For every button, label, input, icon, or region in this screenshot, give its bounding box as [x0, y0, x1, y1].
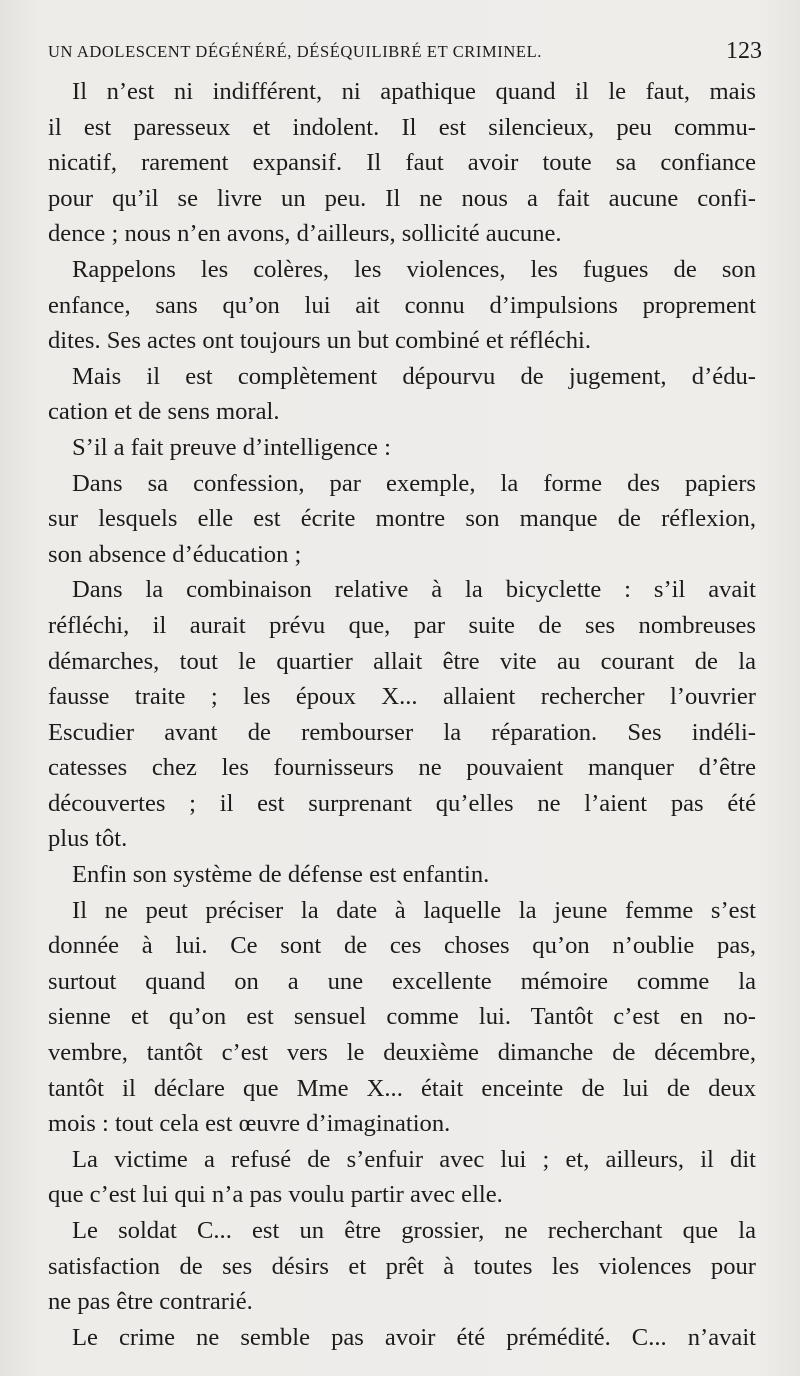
text-line: Dans la combinaison relative à la bicyclette : s’il avait — [72, 576, 756, 604]
text-line: dites. Ses actes ont toujours un but combiné et réfléchi. — [48, 327, 591, 355]
text-line: Mais il est complètement dépourvu de jugement, d’édu- — [72, 362, 756, 390]
text-line: nicatif, rarement expansif. Il faut avoir toute sa confiance — [48, 149, 756, 177]
text-line: fausse traite ; les époux X... allaient rechercher l’ouvrier — [48, 683, 756, 711]
text-line: dence ; nous n’en avons, d’ailleurs, sollicité aucune. — [48, 220, 562, 248]
text-line: Escudier avant de rembourser la réparation. Ses indéli- — [48, 718, 756, 746]
text-line: réfléchi, il aurait prévu que, par suite de ses nombreuses — [48, 611, 756, 639]
text-line: sur lesquels elle est écrite montre son manque de réflexion, — [48, 505, 756, 533]
text-line: il est paresseux et indolent. Il est silencieux, peu commu- — [48, 113, 756, 141]
text-line: donnée à lui. Ce sont de ces choses qu’on n’oublie pas, — [48, 932, 756, 960]
text-line: sienne et qu’on est sensuel comme lui. Tantôt c’est en no- — [48, 1003, 756, 1031]
text-line: tantôt il déclare que Mme X... était enceinte de lui de deux — [48, 1074, 756, 1102]
text-line: cation et de sens moral. — [48, 398, 280, 426]
text-line: La victime a refusé de s’enfuir avec lui ; et, ailleurs, il dit — [72, 1145, 756, 1173]
text-line: Rappelons les colères, les violences, les fugues de son — [72, 255, 756, 283]
text-line: pour qu’il se livre un peu. Il ne nous a fait aucune confi- — [48, 184, 756, 212]
text-line: S’il a fait preuve d’intelligence : — [72, 433, 391, 461]
text-line: découvertes ; il est surprenant qu’elles ne l’aient pas été — [48, 789, 756, 817]
text-line: que c’est lui qui n’a pas voulu partir avec elle. — [48, 1181, 503, 1209]
text-line: satisfaction de ses désirs et prêt à toutes les violences pour — [48, 1252, 756, 1280]
text-line: mois : tout cela est œuvre d’imagination. — [48, 1110, 451, 1138]
text-line: Dans sa confession, par exemple, la forme des papiers — [72, 469, 756, 497]
page-number: 123 — [726, 38, 762, 64]
text-line: son absence d’éducation ; — [48, 540, 302, 568]
text-line: Le crime ne semble pas avoir été prémédité. C... n’avait — [72, 1323, 756, 1351]
text-line: Il n’est ni indifférent, ni apathique quand il le faut, mais — [72, 78, 756, 105]
text-line: ne pas être contrarié. — [48, 1288, 253, 1316]
text-line: surtout quand on a une excellente mémoire comme la — [48, 967, 756, 995]
text-line: catesses chez les fournisseurs ne pouvaient manquer d’être — [48, 754, 756, 782]
body-text — [48, 74, 756, 1355]
text-line: Enfin son système de défense est enfantin. — [72, 861, 490, 889]
text-line: Il ne peut préciser la date à laquelle la jeune femme s’est — [72, 896, 756, 924]
running-head — [48, 36, 762, 68]
text-line: vembre, tantôt c’est vers le deuxième dimanche de décembre, — [48, 1039, 756, 1067]
text-line: démarches, tout le quartier allait être vite au courant de la — [48, 647, 756, 675]
text-line: Le soldat C... est un être grossier, ne recherchant que la — [72, 1217, 756, 1244]
running-title: UN ADOLESCENT DÉGÉNÉRÉ, DÉSÉQUILIBRÉ ET CRIMINEL. — [48, 42, 542, 61]
text-line: plus tôt. — [48, 825, 128, 853]
text-line: enfance, sans qu’on lui ait connu d’impulsions proprement — [48, 291, 756, 319]
